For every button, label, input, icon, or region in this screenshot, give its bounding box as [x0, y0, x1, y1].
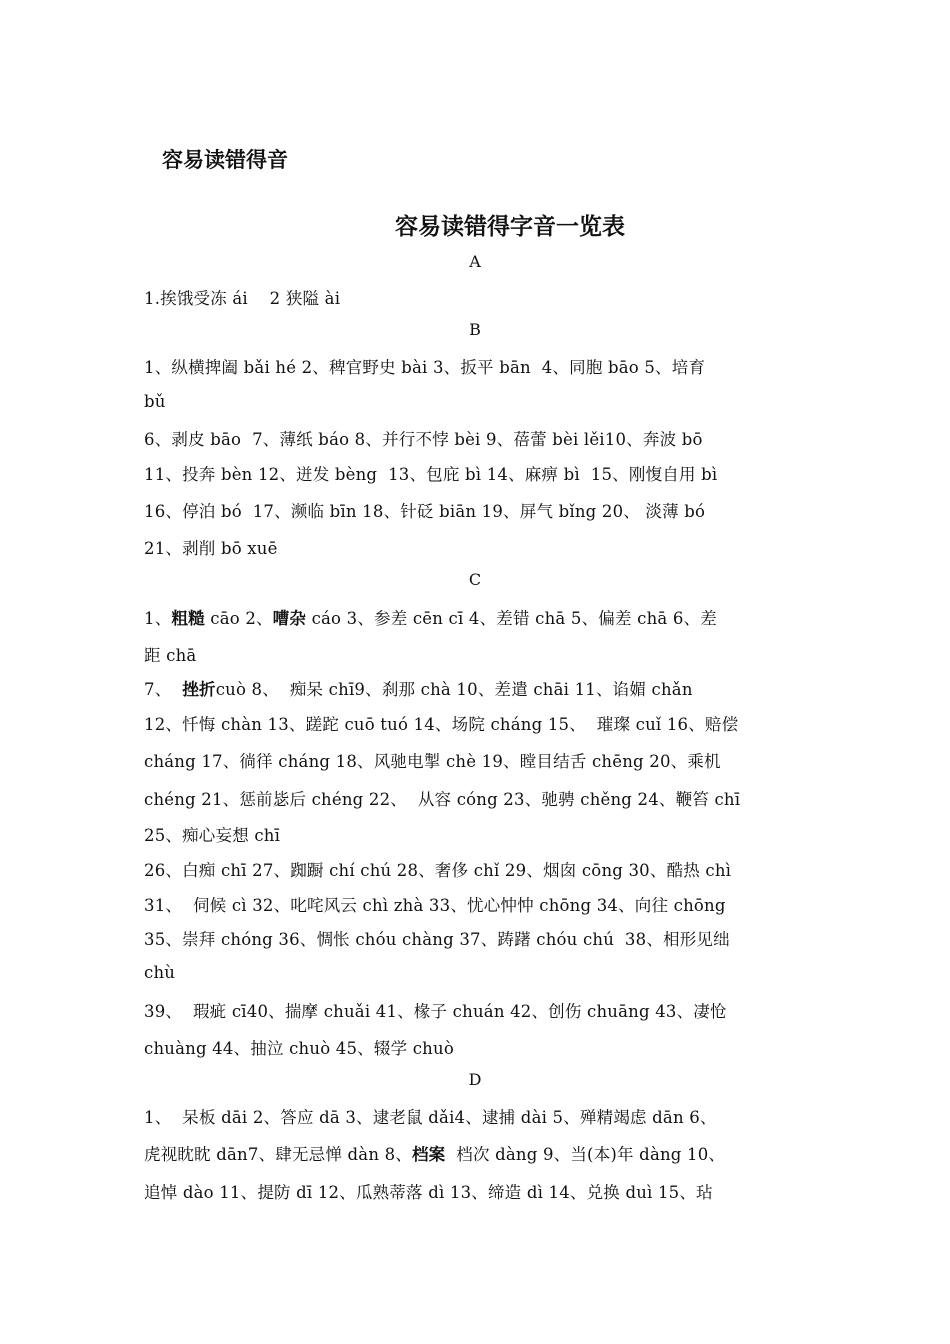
entry-line: 16、停泊 bó 17、濒临 bīn 18、针砭 biān 19、屏气 bǐng 20、 淡薄 bó — [144, 502, 706, 521]
bold-word: 挫折 — [182, 680, 216, 699]
table-title: 容易读错得字音一览表 — [395, 214, 625, 240]
entry-line: 1、纵横捭阖 bǎi hé 2、稗官野史 bài 3、扳平 bān 4、同胞 bāo 5、培育 — [144, 358, 706, 377]
entry-text: cāo 2、 — [204, 609, 273, 628]
entry-text: 档次 dàng 9、当(本)年 dàng 10、 — [445, 1145, 726, 1164]
entry-text: 7、 — [144, 680, 183, 699]
entry-line: cháng 17、徜徉 cháng 18、风驰电掣 chè 19、瞠目结舌 chēng 20、乘机 — [144, 752, 721, 771]
entry-line: chuàng 44、抽泣 chuò 45、辍学 chuò — [144, 1039, 454, 1058]
entry-line: 1.挨饿受冻 ái 2 狭隘 ài — [144, 289, 341, 308]
entry-text: 1、 — [144, 609, 172, 628]
entry-line: 39、 瑕疵 cī40、揣摩 chuǎi 41、椽子 chuán 42、创伤 chuāng 43、凄怆 — [144, 1002, 727, 1021]
entry-line — [144, 1141, 725, 1165]
entry-line — [144, 676, 693, 700]
entry-text: cuò 8、 痴呆 chī9、刹那 chà 10、差遣 chāi 11、谄媚 chǎn — [215, 680, 693, 699]
entry-line: 21、剥削 bō xuē — [144, 539, 278, 558]
entry-line: 26、白痴 chī 27、踟蹰 chí chú 28、奢侈 chǐ 29、烟囱 cōng 30、酷热 chì — [144, 861, 732, 880]
entry-line: 11、投奔 bèn 12、迸发 bèng 13、包庇 bì 14、麻痹 bì 15、刚愎自用 bì — [144, 465, 718, 484]
entry-line: chéng 21、惩前毖后 chéng 22、 从容 cóng 23、驰骋 chěng 24、鞭笞 chī — [144, 790, 741, 809]
entry-text: cáo 3、参差 cēn cī 4、差错 chā 5、偏差 chā 6、差 — [306, 609, 717, 628]
entry-line: 12、忏悔 chàn 13、蹉跎 cuō tuó 14、场院 cháng 15、 璀璨 cuǐ 16、赔偿 — [144, 715, 739, 734]
entry-line: 距 chā — [144, 646, 197, 665]
entry-line: 25、痴心妄想 chī — [144, 826, 281, 845]
entry-line: 35、崇拜 chóng 36、惆怅 chóu chàng 37、踌躇 chóu chú 38、相形见绌 — [144, 930, 730, 949]
bold-word: 粗糙 — [171, 609, 205, 628]
entry-line: chù — [144, 963, 176, 982]
bold-word: 档案 — [411, 1145, 446, 1164]
entry-line: 31、 伺候 cì 32、叱咤风云 chì zhà 33、忧心忡忡 chōng 34、向往 chōng — [144, 896, 726, 915]
section-heading-d: D — [468, 1070, 482, 1089]
entry-text: 虎视眈眈 dān7、肆无忌惮 dàn 8、 — [144, 1145, 412, 1164]
bold-word: 嘈杂 — [272, 609, 307, 628]
entry-line: 追悼 dào 11、提防 dī 12、瓜熟蒂落 dì 13、缔造 dì 14、兑换 duì 15、玷 — [144, 1183, 713, 1202]
entry-line: bǔ — [144, 392, 166, 411]
section-heading-c: C — [468, 570, 482, 589]
section-heading-b: B — [469, 320, 481, 339]
entry-line: 6、剥皮 bāo 7、薄纸 báo 8、并行不悖 bèi 9、蓓蕾 bèi lěi10、奔波 bō — [144, 430, 703, 449]
entry-line — [144, 605, 717, 629]
document-title: 容易读错得音 — [162, 148, 288, 172]
section-heading-a: A — [469, 252, 481, 271]
entry-line: 1、 呆板 dāi 2、答应 dā 3、逮老鼠 dǎi4、逮捕 dài 5、殚精竭虑 dān 6、 — [144, 1108, 717, 1127]
